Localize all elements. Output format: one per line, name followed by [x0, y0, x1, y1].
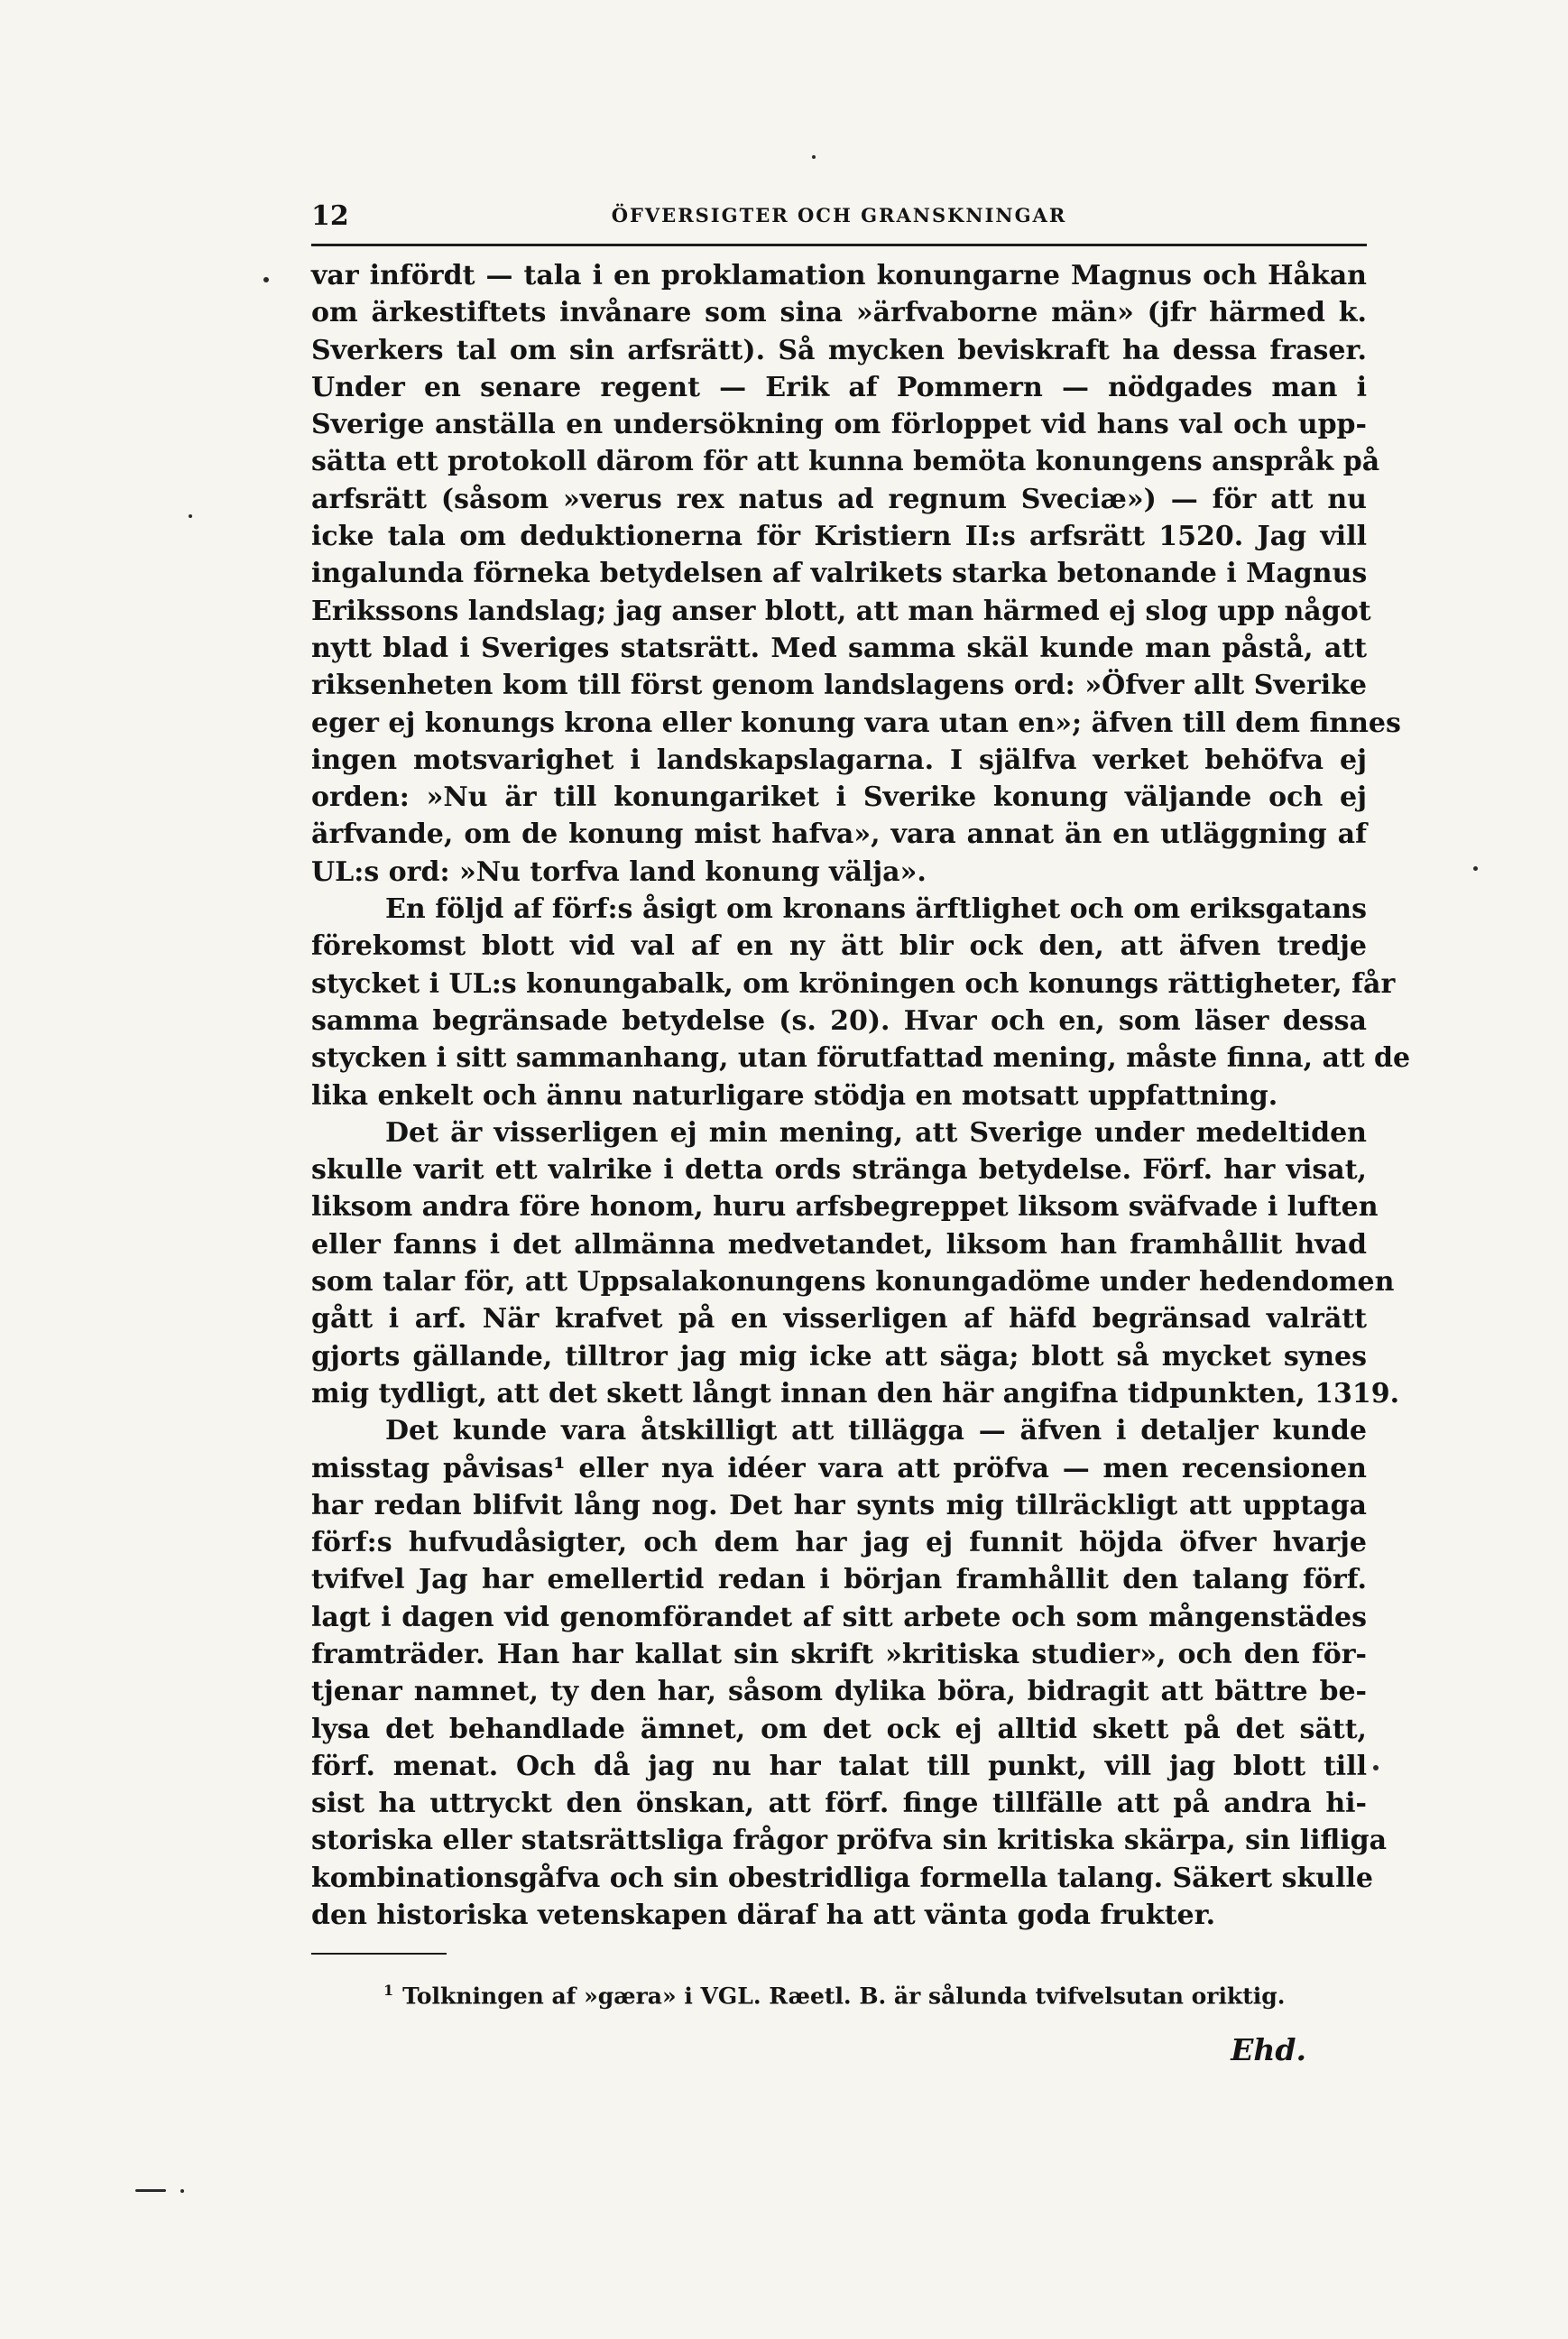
dust-speck [263, 277, 269, 282]
text-line: mig tydligt, att det skett långt innan den här angifna tidpunkten, 1319. [311, 1377, 1400, 1410]
text-line: En följd af förf:s åsigt om kronans ärftlighet och om eriksgatans [385, 893, 1367, 926]
text-line: Erikssons landslag; jag anser blott, att man härmed ej slog upp något [311, 595, 1371, 627]
dust-speck [812, 155, 816, 159]
body-text [311, 257, 1411, 1934]
text-line: Det kunde vara åtskilligt att tillägga — äfven i detaljer kunde [385, 1415, 1367, 1447]
signature: Ehd. [1231, 2032, 1306, 2067]
dust-speck [1473, 866, 1478, 871]
text-line: nytt blad i Sveriges statsrätt. Med samma skäl kunde man påstå, att [311, 632, 1367, 664]
text-line: stycket i UL:s konungabalk, om kröningen och konungs rättigheter, får [311, 967, 1396, 1000]
text-line: om ärkestiftets invånare som sina »ärfvaborne män» (jfr härmed k. [311, 297, 1367, 329]
text-line: misstag påvisas¹ eller nya idéer vara att pröfva — men recensionen [311, 1452, 1367, 1484]
dust-speck [180, 2189, 184, 2193]
dust-mark [135, 2189, 166, 2192]
text-line: framträder. Han har kallat sin skrift »kritiska studier», och den för- [311, 1638, 1367, 1670]
text-line: förf:s hufvudåsigter, och dem har jag ej funnit höjda öfver hvarje [311, 1527, 1367, 1559]
text-line: tjenar namnet, ty den har, såsom dylika böra, bidragit att bättre be- [311, 1676, 1367, 1708]
text-line: gått i arf. När krafvet på en visserligen af häfd begränsad valrätt [311, 1303, 1367, 1336]
text-line: sätta ett protokoll därom för att kunna bemöta konungens anspråk på [311, 446, 1380, 478]
dust-speck [189, 514, 192, 518]
text-line: som talar för, att Uppsalakonungens konungadöme under hedendomen [311, 1266, 1395, 1299]
text-line: eller fanns i det allmänna medvetandet, liksom han framhållit hvad [311, 1228, 1367, 1261]
page-header [311, 200, 1367, 236]
text-line: Under en senare regent — Erik af Pommern — nödgades man i [311, 371, 1367, 403]
text-line: sist ha uttryckt den önskan, att förf. finge tillfälle att på andra hi- [311, 1788, 1367, 1820]
text-line: har redan blifvit lång nog. Det har synts mig tillräckligt att upptaga [311, 1489, 1367, 1521]
text-line: icke tala om deduktionerna för Kristiern II:s arfsrätt 1520. Jag vill [311, 521, 1367, 553]
text-line: eger ej konungs krona eller konung vara utan en»; äfven till dem finnes [311, 707, 1401, 739]
text-line: lika enkelt och ännu naturligare stödja en motsatt uppfattning. [311, 1079, 1278, 1112]
footnote-rule [311, 1953, 447, 1955]
text-line: Sverige anställa en undersökning om förloppet vid hans val och upp- [311, 409, 1367, 441]
text-line: stycken i sitt sammanhang, utan förutfattad mening, måste finna, att de [311, 1042, 1411, 1075]
text-line: riksenheten kom till först genom landslagens ord: »Öfver allt Sverike [311, 670, 1367, 702]
text-line: var infördt — tala i en proklamation konungarne Magnus och Håkan [311, 260, 1367, 291]
footnote-text: Tolkningen af »gæra» i VGL. Ræetl. B. är sålunda tvifvelsutan oriktig. [402, 1983, 1286, 2010]
text-line: lagt i dagen vid genomförandet af sitt arbete och som mångenstädes [311, 1601, 1367, 1633]
footnote [383, 1982, 1367, 2009]
text-line: tvifvel Jag har emellertid redan i början framhållit den talang förf. [311, 1564, 1367, 1596]
text-line: förekomst blott vid val af en ny ätt blir ock den, att äfven tredje [311, 930, 1367, 963]
text-line: storiska eller statsrättsliga frågor pröfva sin kritiska skärpa, sin lifliga [311, 1825, 1388, 1857]
text-line: ingalunda förneka betydelsen af valrikets starka betonande i Magnus [311, 558, 1368, 590]
text-line: liksom andra före honom, huru arfsbegreppet liksom sväfvade i luften [311, 1191, 1379, 1224]
text-line: samma begränsade betydelse (s. 20). Hvar och en, som läser dessa [311, 1004, 1367, 1037]
header-rule [311, 244, 1367, 246]
text-line: den historiska vetenskapen däraf ha att vänta goda frukter. [311, 1900, 1216, 1932]
text-line: kombinationsgåfva och sin obestridliga formella talang. Säkert skulle [311, 1862, 1373, 1894]
text-line: Det är visserligen ej min mening, att Sverige under medeltiden [385, 1116, 1367, 1149]
text-line: orden: »Nu är till konungariket i Sverike konung väljande och ej [311, 781, 1367, 814]
footnote-marker: 1 [383, 1982, 394, 1999]
text-line: arfsrätt (såsom »verus rex natus ad regnum Sveciæ») — för att nu [311, 483, 1367, 515]
running-head: ÖFVERSIGTER OCH GRANSKNINGAR [611, 204, 1067, 227]
text-line: gjorts gällande, tilltror jag mig icke att säga; blott så mycket synes [311, 1340, 1367, 1373]
dust-speck [1373, 1765, 1379, 1770]
text-line: förf. menat. Och då jag nu har talat till punkt, vill jag blott till [311, 1750, 1367, 1782]
text-line: ingen motsvarighet i landskapslagarna. I själfva verket behöfva ej [311, 744, 1367, 776]
text-line: skulle varit ett valrike i detta ords stränga betydelse. Förf. har visat, [311, 1154, 1367, 1187]
text-line: lysa det behandlade ämnet, om det ock ej alltid skett på det sätt, [311, 1713, 1367, 1745]
text-line: ärfvande, om de konung mist hafva», vara annat än en utläggning af [311, 818, 1367, 851]
text-line: UL:s ord: »Nu torfva land konung välja». [311, 855, 927, 888]
text-line: Sverkers tal om sin arfsrätt). Så mycken beviskraft ha dessa fraser. [311, 334, 1367, 366]
page-number: 12 [311, 200, 349, 232]
